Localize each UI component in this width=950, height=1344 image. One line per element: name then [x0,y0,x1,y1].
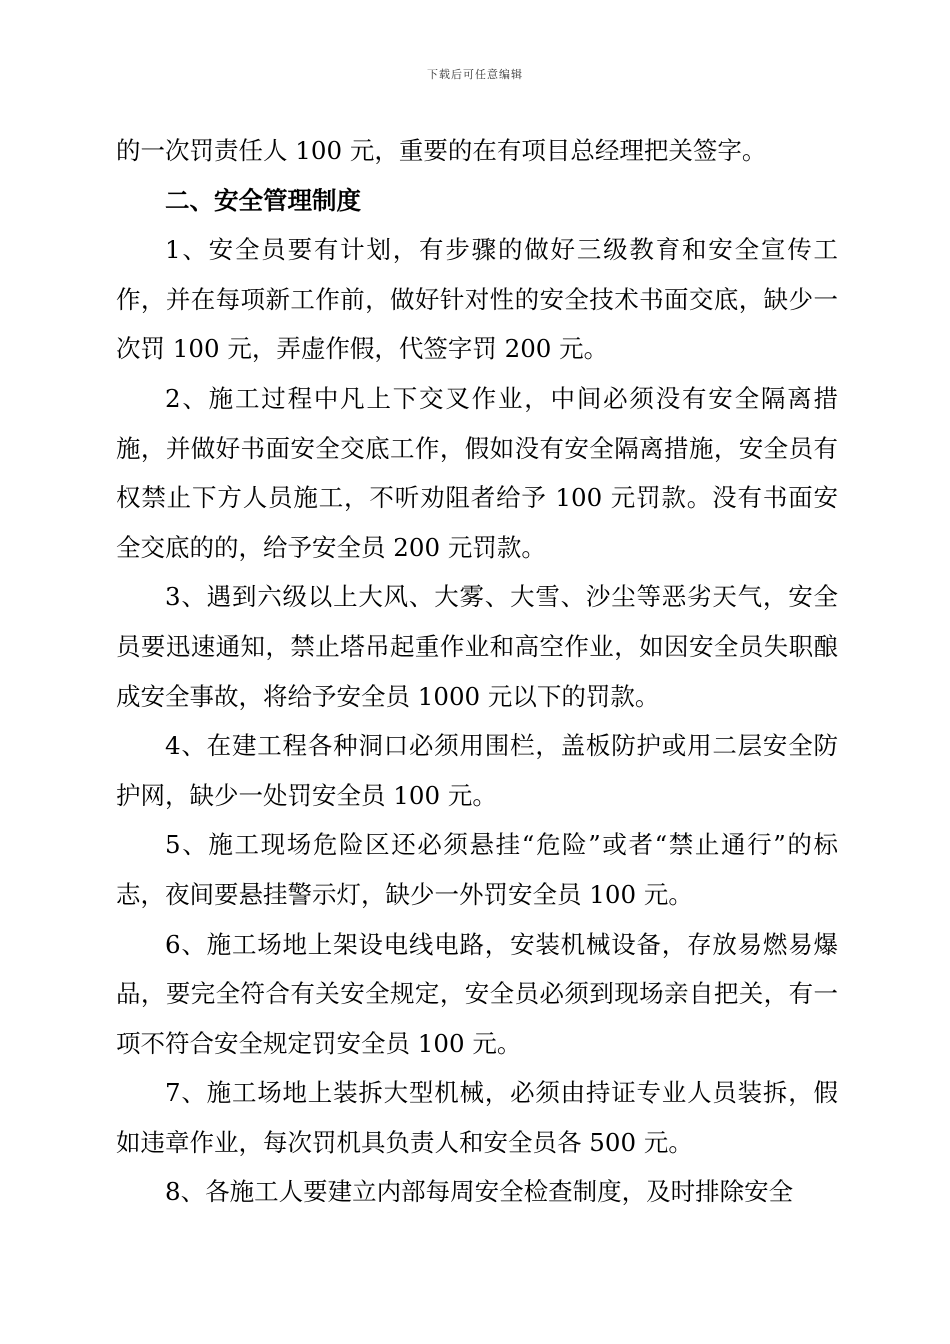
paragraph-item-4: 4、在建工程各种洞口必须用围栏，盖板防护或用二层安全防护网，缺少一处罚安全员 100 元。 [116,731,838,810]
section-heading: 二、安全管理制度 [165,185,361,215]
page-header: 下载后可任意编辑 [427,68,523,81]
document-body [116,126,838,1217]
paragraph-item-5: 5、施工现场危险区还必须悬挂“危险”或者“禁止通行”的标志，夜间要悬挂警示灯，缺少一外罚安全员 100 元。 [116,830,838,909]
paragraph-item-8: 8、各施工人要建立内部每周安全检查制度，及时排除安全 [165,1177,794,1207]
paragraph-item-2: 2、施工过程中凡上下交叉作业，中间必须没有安全隔离措施，并做好书面安全交底工作，假如没有安全隔离措施，安全员有权禁止下方人员施工，不听劝阻者给予 100 元罚款。没有书面安全交底的的，给予安全员 200 元罚款。 [116,383,838,562]
paragraph-item-6: 6、施工场地上架设电线电路，安装机械设备，存放易燃易爆品，要完全符合有关安全规定，安全员必须到现场亲自把关，有一项不符合安全规定罚安全员 100 元。 [116,929,838,1058]
paragraph-item-7: 7、施工场地上装拆大型机械，必须由持证专业人员装拆，假如违章作业，每次罚机具负责人和安全员各 500 元。 [116,1078,838,1157]
paragraph-item-3: 3、遇到六级以上大风、大雾、大雪、沙尘等恶劣天气，安全员要迅速通知，禁止塔吊起重作业和高空作业，如因安全员失职酿成安全事故，将给予安全员 1000 元以下的罚款。 [116,582,838,711]
paragraph-continuation: 的一次罚责任人 100 元，重要的在有项目总经理把关签字。 [116,136,767,165]
paragraph-item-1: 1、安全员要有计划，有步骤的做好三级教育和安全宣传工作，并在每项新工作前，做好针对性的安全技术书面交底，缺少一次罚 100 元，弄虚作假，代签字罚 200 元。 [116,235,838,364]
